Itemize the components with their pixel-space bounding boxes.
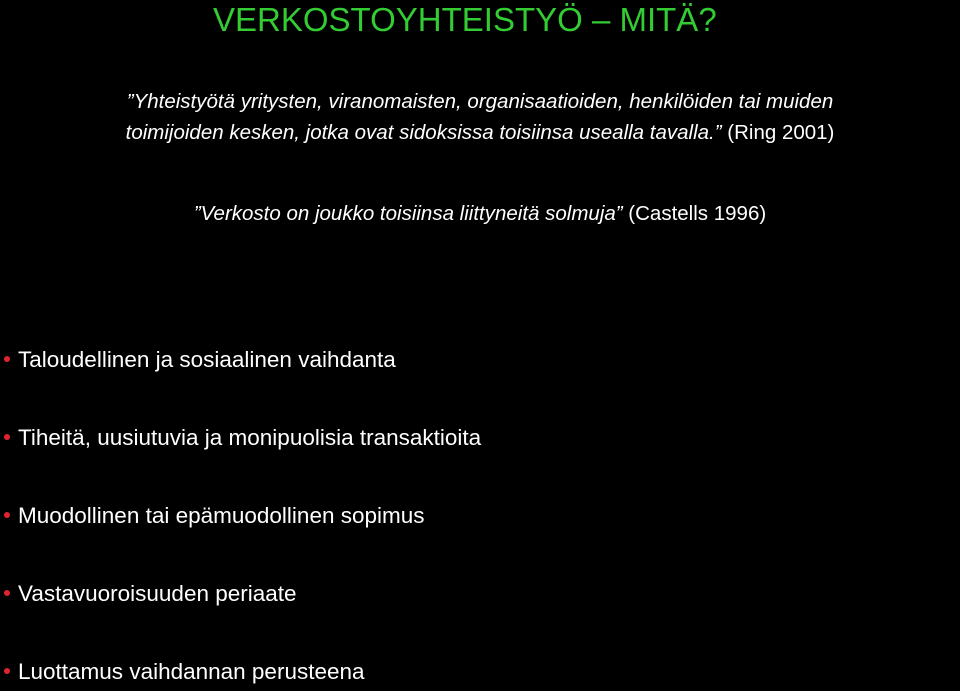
bullet-text: Tiheitä, uusiutuvia ja monipuolisia transaktioita: [18, 425, 482, 450]
definition-ring-line2: [0, 117, 960, 148]
definition-ring: [0, 86, 960, 148]
bullet-text: Vastavuoroisuuden periaate: [18, 581, 297, 606]
bullet-list: [0, 340, 481, 691]
definition-castells: [0, 197, 960, 231]
definition-castells-citation: (Castells 1996): [622, 202, 767, 225]
definition-ring-citation: (Ring 2001): [721, 121, 835, 144]
bullet-text: Luottamus vaihdannan perusteena: [18, 659, 365, 684]
bullet-dot-icon: [4, 434, 10, 440]
bullet-dot-icon: [4, 356, 10, 362]
definition-castells-quote: ”Verkosto on joukko toisiinsa liittyneitä solmuja”: [193, 202, 623, 225]
definition-ring-line1: ”Yhteistyötä yritysten, viranomaisten, organisaatioiden, henkilöiden tai muiden: [126, 90, 834, 113]
bullet-text: Muodollinen tai epämuodollinen sopimus: [18, 503, 425, 528]
bullet-item: [0, 418, 481, 457]
bullet-item: [0, 496, 481, 535]
definition-ring-line2-quote: toimijoiden kesken, jotka ovat sidoksissa toisiinsa usealla tavalla.”: [125, 121, 722, 144]
bullet-dot-icon: [4, 668, 10, 674]
bullet-dot-icon: [4, 590, 10, 596]
slide-title: VERKOSTOYHTEISTYÖ – MITÄ?: [213, 1, 717, 38]
bullet-item: [0, 574, 481, 613]
bullet-text: Taloudellinen ja sosiaalinen vaihdanta: [18, 347, 396, 372]
bullet-item: [0, 340, 481, 379]
bullet-item: [0, 652, 481, 691]
bullet-dot-icon: [4, 512, 10, 518]
